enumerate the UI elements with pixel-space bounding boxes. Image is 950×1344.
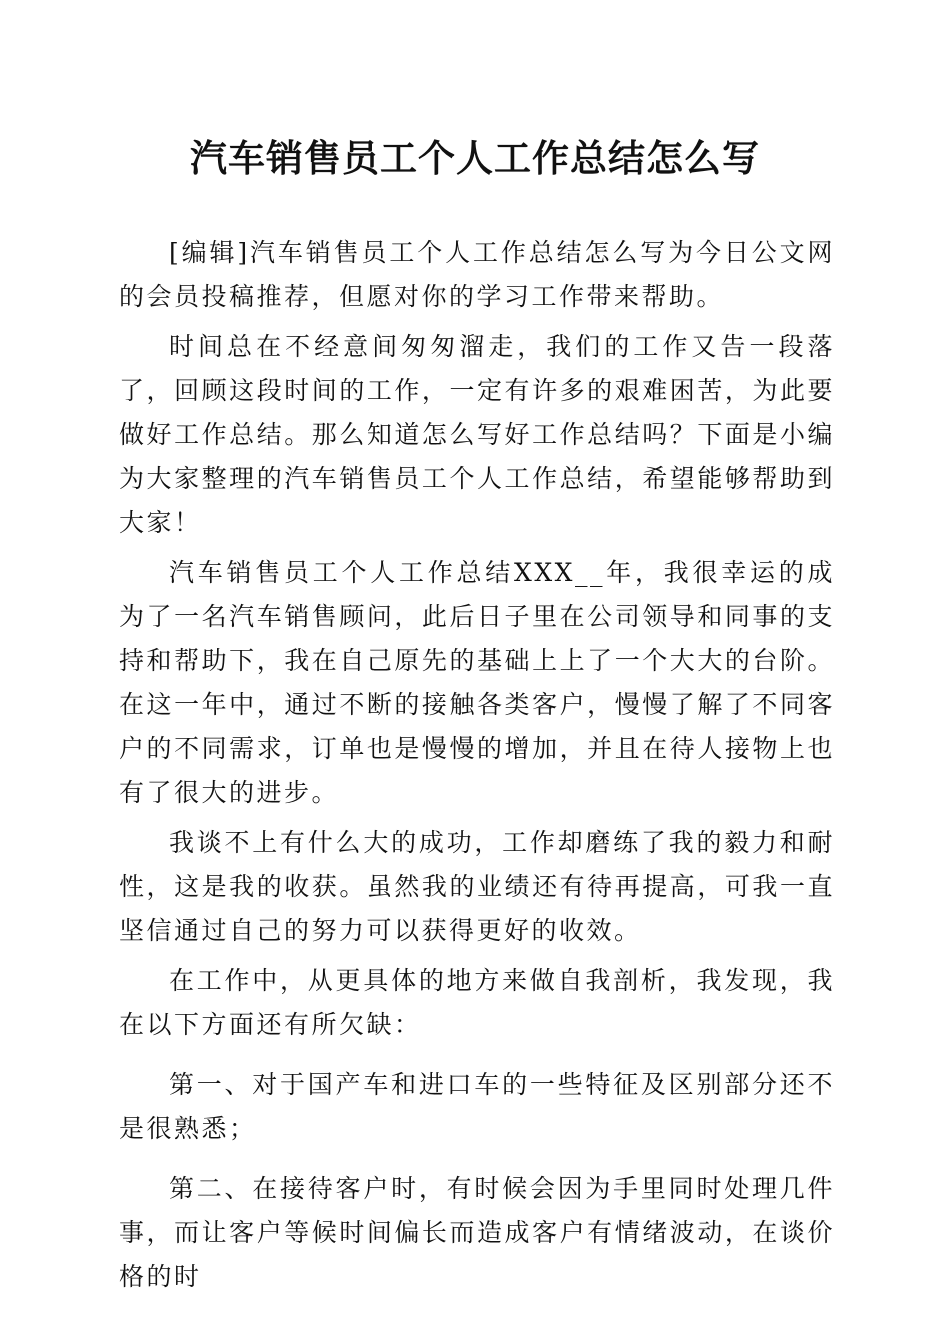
document-body bbox=[119, 231, 835, 1299]
paragraph-summary-opening: 汽车销售员工个人工作总结XXX__年，我很幸运的成为了一名汽车销售顾问，此后日子里在公司领导和同事的支持和帮助下，我在自己原先的基础上上了一个大大的台阶。在这一年中，通过不断的接触各类客户，慢慢了解了不同客户的不同需求，订单也是慢慢的增加，并且在待人接物上也有了很大的进步。 bbox=[119, 558, 835, 807]
paragraph-intro: [编辑]汽车销售员工个人工作总结怎么写为今日公文网的会员投稿推荐，但愿对你的学习工作带来帮助。 bbox=[119, 238, 835, 311]
paragraph-point-one: 第一、对于国产车和进口车的一些特征及区别部分还不是很熟悉； bbox=[119, 1070, 835, 1143]
paragraph-preface: 时间总在不经意间匆匆溜走，我们的工作又告一段落了，回顾这段时间的工作，一定有许多的艰难困苦，为此要做好工作总结。那么知道怎么写好工作总结吗？下面是小编为大家整理的汽车销售员工个人工作总结，希望能够帮助到大家！ bbox=[119, 332, 835, 537]
document-title: 汽车销售员工个人工作总结怎么写 bbox=[190, 136, 760, 180]
paragraph-achievement: 我谈不上有什么大的成功，工作却磨练了我的毅力和耐性，这是我的收获。虽然我的业绩还有待再提高，可我一直坚信通过自己的努力可以获得更好的收效。 bbox=[119, 828, 835, 945]
paragraph-self-analysis: 在工作中，从更具体的地方来做自我剖析，我发现，我在以下方面还有所欠缺： bbox=[119, 966, 835, 1039]
paragraph-point-two: 第二、在接待客户时，有时候会因为手里同时处理几件事，而让客户等候时间偏长而造成客户有情绪波动，在谈价格的时 bbox=[119, 1174, 835, 1291]
